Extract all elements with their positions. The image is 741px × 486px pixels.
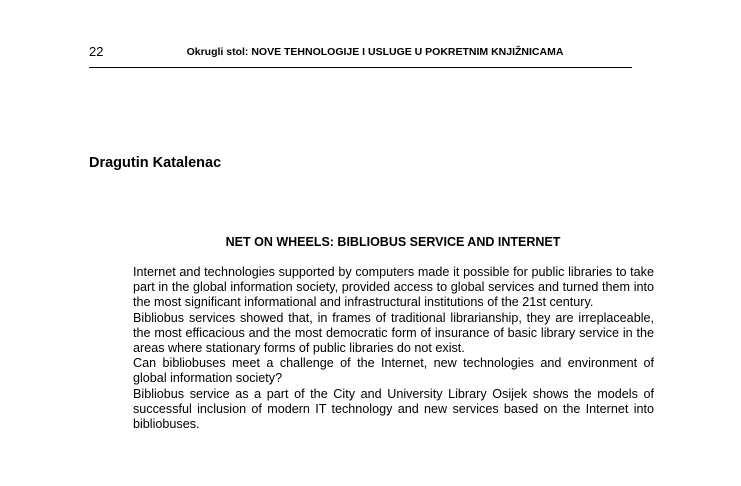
abstract-paragraph: Bibliobus services showed that, in frames of traditional librarianship, they are irreplaceable, the most efficacious and the most democratic form of insurance of basic library service in the areas where stationary forms of public libraries do not exist.	[133, 310, 654, 356]
abstract-body	[133, 265, 654, 432]
page-number: 22	[89, 44, 104, 59]
header-divider	[89, 67, 632, 68]
article-title: NET ON WHEELS: BIBLIOBUS SERVICE AND INTERNET	[225, 235, 561, 249]
running-header-title: Okrugli stol: NOVE TEHNOLOGIJE I USLUGE U POKRETNIM KNJIŽNICAMA	[186, 46, 564, 58]
abstract-paragraph: Can bibliobuses meet a challenge of the Internet, new technologies and environment of global information society?	[133, 356, 654, 386]
author-name: Dragutin Katalenac	[89, 155, 222, 171]
abstract-paragraph: Internet and technologies supported by computers made it possible for public libraries to take part in the global information society, provided access to global services and turned them into the most significant informational and infrastructural institutions of the 21st century.	[133, 265, 654, 310]
abstract-paragraph: Bibliobus service as a part of the City and University Library Osijek shows the models of successful inclusion of modern IT technology and new services based on the Internet into bibliobuses.	[133, 386, 654, 432]
